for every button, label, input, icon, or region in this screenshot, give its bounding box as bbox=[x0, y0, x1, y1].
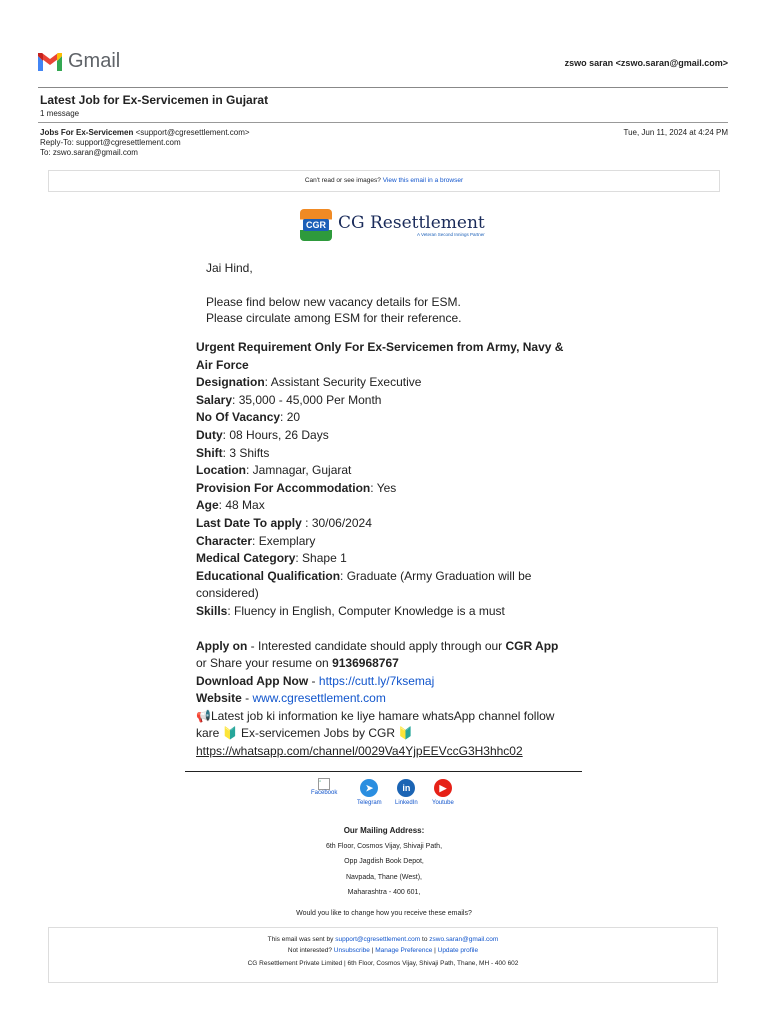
job-field bbox=[196, 427, 581, 445]
address-heading: Our Mailing Address: bbox=[343, 826, 425, 835]
youtube-label: Youtube bbox=[432, 800, 454, 806]
job-field bbox=[196, 533, 581, 551]
job-field bbox=[196, 462, 581, 480]
telegram-label: Telegram bbox=[357, 800, 382, 806]
job-field-separator: : bbox=[222, 445, 230, 460]
job-field-label: Location bbox=[196, 463, 246, 478]
job-field-label: Provision For Accommodation bbox=[196, 480, 371, 495]
job-field-separator: : bbox=[232, 392, 239, 407]
address-line: Opp Jagdish Book Depot, bbox=[344, 858, 424, 865]
job-field-separator: : bbox=[280, 410, 287, 425]
job-field-separator: : bbox=[222, 427, 230, 442]
divider bbox=[38, 122, 728, 123]
email-subject: Latest Job for Ex-Servicemen in Gujarat bbox=[40, 93, 269, 107]
whatsapp-text: Latest job ki information ke liye hamare whatsApp channel follow kare bbox=[196, 708, 555, 741]
footer-text: Not interested? bbox=[287, 947, 334, 954]
intro-line-1: Please find below new vacancy details for ESM. bbox=[206, 295, 461, 309]
separator: | bbox=[369, 947, 376, 954]
email-footer bbox=[48, 927, 718, 983]
job-fields bbox=[196, 374, 581, 620]
job-field-label: Skills bbox=[196, 603, 228, 618]
footer-text: This email was sent by bbox=[267, 936, 336, 943]
linkedin-icon: in bbox=[397, 779, 415, 797]
job-field-separator: : bbox=[264, 375, 271, 390]
social-telegram[interactable] bbox=[357, 779, 382, 806]
sender-address: <support@cgresettlement.com> bbox=[135, 128, 250, 137]
job-field-value: 35,000 - 45,000 Per Month bbox=[238, 392, 382, 407]
address-line: Maharashtra - 400 601, bbox=[347, 889, 421, 896]
separator: | bbox=[432, 947, 438, 954]
job-field-value: 20 bbox=[286, 410, 301, 425]
job-field-label: Shift bbox=[196, 445, 223, 460]
youtube-icon: ▶ bbox=[434, 779, 452, 797]
gmail-logo[interactable] bbox=[38, 50, 120, 73]
beginner-icon: 🔰 bbox=[398, 726, 414, 741]
job-field-label: Last Date To apply bbox=[196, 515, 302, 530]
job-field bbox=[196, 445, 581, 463]
job-field-separator: : bbox=[246, 463, 253, 478]
job-field-value: 30/06/2024 bbox=[311, 515, 372, 530]
social-youtube[interactable] bbox=[432, 779, 454, 806]
website-label: Website bbox=[196, 691, 242, 706]
job-field-label: Medical Category bbox=[196, 551, 296, 566]
job-field-value: Shape 1 bbox=[302, 551, 347, 566]
gmail-m-icon bbox=[38, 53, 62, 71]
job-field-value: 3 Shifts bbox=[229, 445, 270, 460]
beginner-icon: 🔰 bbox=[222, 726, 238, 741]
banner-text: Can't read or see images? bbox=[304, 177, 381, 184]
cgr-badge-text: CGR bbox=[303, 219, 329, 231]
manage-preference-link[interactable]: Manage Preference bbox=[375, 947, 433, 954]
job-field-separator: : bbox=[218, 498, 226, 513]
message-count: 1 message bbox=[40, 109, 80, 118]
job-field-value: 08 Hours, 26 Days bbox=[229, 427, 329, 442]
telegram-icon: ➤ bbox=[360, 779, 378, 797]
job-field-value: 48 Max bbox=[225, 498, 265, 513]
job-field-value: Exemplary bbox=[258, 533, 316, 548]
footer-text: to bbox=[420, 936, 430, 943]
job-field bbox=[196, 497, 581, 515]
job-field-label: Duty bbox=[196, 427, 223, 442]
job-field-value: Graduate (Army Graduation will be considered) bbox=[196, 568, 532, 601]
update-profile-link[interactable]: Update profile bbox=[437, 947, 479, 954]
cgr-logo bbox=[300, 209, 485, 241]
intro-line-2: Please circulate among ESM for their reference. bbox=[206, 311, 462, 325]
sender-name: Jobs For Ex-Servicemen bbox=[40, 128, 134, 137]
job-field-separator: : bbox=[301, 515, 312, 530]
job-field-label: Salary bbox=[196, 392, 233, 407]
email-date: Tue, Jun 11, 2024 at 4:24 PM bbox=[623, 128, 728, 137]
job-field-separator: : bbox=[252, 533, 259, 548]
apply-text: - Interested candidate should apply through our bbox=[247, 638, 506, 653]
facebook-label: Facebook bbox=[311, 790, 338, 796]
job-field-label: No Of Vacancy bbox=[196, 410, 281, 425]
divider bbox=[38, 87, 728, 88]
unsubscribe-link[interactable]: Unsubscribe bbox=[333, 947, 370, 954]
apply-phone: 9136968767 bbox=[332, 656, 399, 671]
job-field bbox=[196, 392, 581, 410]
website-link[interactable]: www.cgresettlement.com bbox=[252, 691, 386, 706]
job-field bbox=[196, 374, 581, 392]
whatsapp-channel-link[interactable]: https://whatsapp.com/channel/0029Va4YjpEEVccG3H3hhc02 bbox=[196, 744, 523, 759]
sender-block bbox=[40, 128, 250, 158]
job-field-label: Educational Qualification bbox=[196, 568, 341, 583]
job-heading: Urgent Requirement Only For Ex-Servicemen from Army, Navy & Air Force bbox=[196, 340, 564, 372]
view-in-browser-banner bbox=[48, 170, 720, 192]
job-field bbox=[196, 409, 581, 427]
view-in-browser-link[interactable]: View this email in a browser bbox=[382, 177, 464, 184]
linkedin-label: LinkedIn bbox=[395, 800, 418, 806]
separator: - bbox=[308, 673, 319, 688]
job-field-label: Character bbox=[196, 533, 253, 548]
job-field-value: Fluency in English, Computer Knowledge is a must bbox=[234, 603, 505, 618]
job-field bbox=[196, 568, 581, 603]
mailing-address bbox=[0, 823, 768, 901]
greeting: Jai Hind, bbox=[206, 261, 253, 275]
broken-image-icon: ▫ bbox=[318, 778, 330, 790]
job-field bbox=[196, 550, 581, 568]
job-field-label: Age bbox=[196, 498, 219, 513]
divider bbox=[185, 771, 582, 772]
job-field-value: Assistant Security Executive bbox=[270, 375, 422, 390]
company-info: CG Resettlement Private Limited | 6th Floor, Cosmos Vijay, Shivaji Path, Thane, MH - 400 602 bbox=[247, 960, 519, 967]
gmail-wordmark: Gmail bbox=[68, 50, 121, 72]
job-field-value: Yes bbox=[376, 480, 397, 495]
apply-app: CGR App bbox=[505, 638, 559, 653]
account-label: zswo saran <zswo.saran@gmail.com> bbox=[564, 58, 728, 68]
job-field-label: Designation bbox=[196, 375, 265, 390]
address-line: Navpada, Thane (West), bbox=[345, 873, 422, 881]
brand-tagline: A Veteran Second Innings Partner bbox=[416, 231, 485, 237]
reply-to: Reply-To: support@cgresettlement.com bbox=[40, 138, 181, 147]
intro-paragraph bbox=[206, 294, 461, 326]
sender-email-link[interactable]: support@cgresettlement.com bbox=[335, 936, 421, 943]
separator: - bbox=[241, 691, 253, 706]
social-linkedin[interactable] bbox=[395, 779, 418, 806]
job-field bbox=[196, 480, 581, 498]
job-field-separator: : bbox=[340, 568, 347, 583]
brand-name: CG Resettlement bbox=[338, 212, 485, 233]
recipient-email-link[interactable]: zswo.saran@gmail.com bbox=[429, 936, 499, 943]
whatsapp-channel-name: Ex-servicemen Jobs by CGR bbox=[237, 726, 399, 741]
job-details bbox=[196, 339, 581, 761]
job-field-separator: : bbox=[295, 551, 303, 566]
apply-text-2: or Share your resume on bbox=[196, 656, 333, 671]
change-preferences-text: Would you like to change how you receive these emails? bbox=[296, 910, 472, 917]
megaphone-icon: 📢 bbox=[196, 708, 211, 723]
download-label: Download App Now bbox=[196, 673, 309, 688]
recipient: To: zswo.saran@gmail.com bbox=[40, 148, 138, 157]
job-field-separator: : bbox=[227, 603, 235, 618]
apply-label: Apply on bbox=[196, 638, 248, 653]
job-field bbox=[196, 515, 581, 533]
social-facebook[interactable] bbox=[311, 778, 337, 796]
job-field bbox=[196, 603, 581, 621]
job-field-value: Jamnagar, Gujarat bbox=[252, 463, 352, 478]
job-field-separator: : bbox=[370, 480, 377, 495]
address-line: 6th Floor, Cosmos Vijay, Shivaji Path, bbox=[325, 842, 443, 850]
download-app-link[interactable]: https://cutt.ly/7ksemaj bbox=[318, 673, 435, 688]
cgr-badge-icon bbox=[300, 209, 332, 241]
